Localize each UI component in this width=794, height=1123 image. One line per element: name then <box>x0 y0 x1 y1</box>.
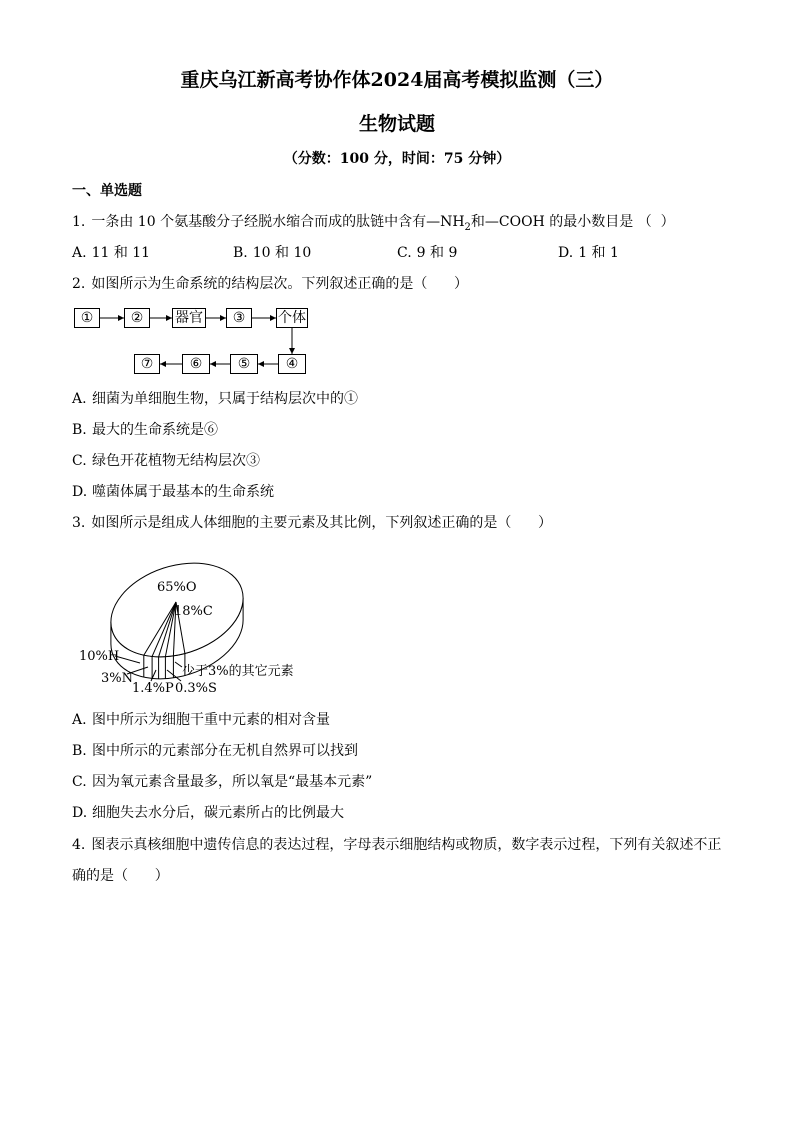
option-label: D. <box>72 805 88 821</box>
subscript: 2 <box>464 222 471 233</box>
option-label: B. <box>72 422 87 438</box>
option-text: 细胞失去水分后，碳元素所占的比例最大 <box>92 805 344 821</box>
option-label: C. <box>397 245 412 261</box>
diagram-node-individual: 个体 <box>278 310 306 326</box>
section-title: 一、单选题 <box>72 183 142 199</box>
life-system-hierarchy-diagram <box>0 300 340 380</box>
option-b <box>72 420 218 440</box>
question-number: 3. <box>72 515 86 531</box>
question-4 <box>72 830 726 892</box>
option-label: A. <box>72 391 87 407</box>
diagram-node-organ: 器官 <box>172 308 206 328</box>
option-b <box>233 243 311 263</box>
diagram-node-6: ⑥ <box>182 354 210 374</box>
subject-title: 生物试题 <box>358 113 435 135</box>
element-proportion-pie <box>0 540 320 700</box>
option-d <box>72 803 344 823</box>
question-text: 如图所示为生命系统的结构层次。下列叙述正确的是（ ） <box>91 276 469 292</box>
label-other-elements: 少于3%的其它元素 <box>182 664 294 679</box>
option-label: A. <box>72 245 87 261</box>
label-phosphorus: 1.4%P <box>132 681 174 696</box>
question-number: 1. <box>72 214 86 230</box>
option-text: 因为氧元素含量最多，所以氧是“最基本元素” <box>92 774 373 790</box>
option-d <box>558 243 619 263</box>
option-label: B. <box>233 245 248 261</box>
option-label: C. <box>72 774 87 790</box>
question-number: 4. <box>72 837 86 853</box>
option-d <box>72 482 274 502</box>
label-sulfur: 0.3%S <box>175 681 217 696</box>
label-oxygen: 65%O <box>157 580 197 595</box>
option-text: 最大的生命系统是⑥ <box>92 422 218 438</box>
option-label: D. <box>558 245 574 261</box>
option-label: D. <box>72 484 88 500</box>
diagram-node-5: ⑤ <box>230 354 258 374</box>
option-text: 1 和 1 <box>578 245 619 261</box>
option-a <box>72 710 330 730</box>
option-text: 图中所示为细胞干重中元素的相对含量 <box>92 712 330 728</box>
question-1 <box>72 212 675 234</box>
option-text: 绿色开花植物无结构层次③ <box>92 453 260 469</box>
question-text: 图表示真核细胞中遗传信息的表达过程，字母表示细胞结构或物质，数字表示过程，下列有关叙述不正确的是（ ） <box>72 837 722 884</box>
diagram-node-2: ② <box>124 308 150 328</box>
option-a <box>72 389 358 409</box>
label-nitrogen: 3%N <box>101 671 133 686</box>
exam-title: 重庆乌江新高考协作体2024届高考模拟监测（三） <box>180 69 614 91</box>
option-c <box>397 243 457 263</box>
option-b <box>72 741 358 761</box>
option-a <box>72 243 150 263</box>
option-label: B. <box>72 743 87 759</box>
option-text: 图中所示的元素部分在无机自然界可以找到 <box>92 743 358 759</box>
diagram-node-1: ① <box>74 308 100 328</box>
option-label: A. <box>72 712 87 728</box>
option-text: 9 和 9 <box>416 245 458 261</box>
diagram-node-4: ④ <box>278 354 306 374</box>
question-text: 一条由 10 个氨基酸分子经脱水缩合而成的肽链中含有—NH <box>91 214 465 230</box>
question-text-continued: 和—COOH 的最小数目是 （ ） <box>470 214 675 230</box>
question-2 <box>72 274 468 294</box>
option-c <box>72 772 372 792</box>
label-carbon: 18%C <box>174 604 213 619</box>
option-c <box>72 451 260 471</box>
option-label: C. <box>72 453 87 469</box>
option-text: 10 和 10 <box>252 245 312 261</box>
diagram-node-3: ③ <box>226 308 252 328</box>
option-text: 细菌为单细胞生物，只属于结构层次中的① <box>92 391 358 407</box>
question-3 <box>72 513 552 533</box>
label-hydrogen: 10%H <box>79 649 120 664</box>
exam-info: （分数：100 分，时间：75 分钟） <box>283 151 511 167</box>
option-text: 噬菌体属于最基本的生命系统 <box>92 484 274 500</box>
question-text: 如图所示是组成人体细胞的主要元素及其比例，下列叙述正确的是（ ） <box>91 515 553 531</box>
diagram-node-7: ⑦ <box>134 354 160 374</box>
question-number: 2. <box>72 276 86 292</box>
option-text: 11 和 11 <box>91 245 151 261</box>
